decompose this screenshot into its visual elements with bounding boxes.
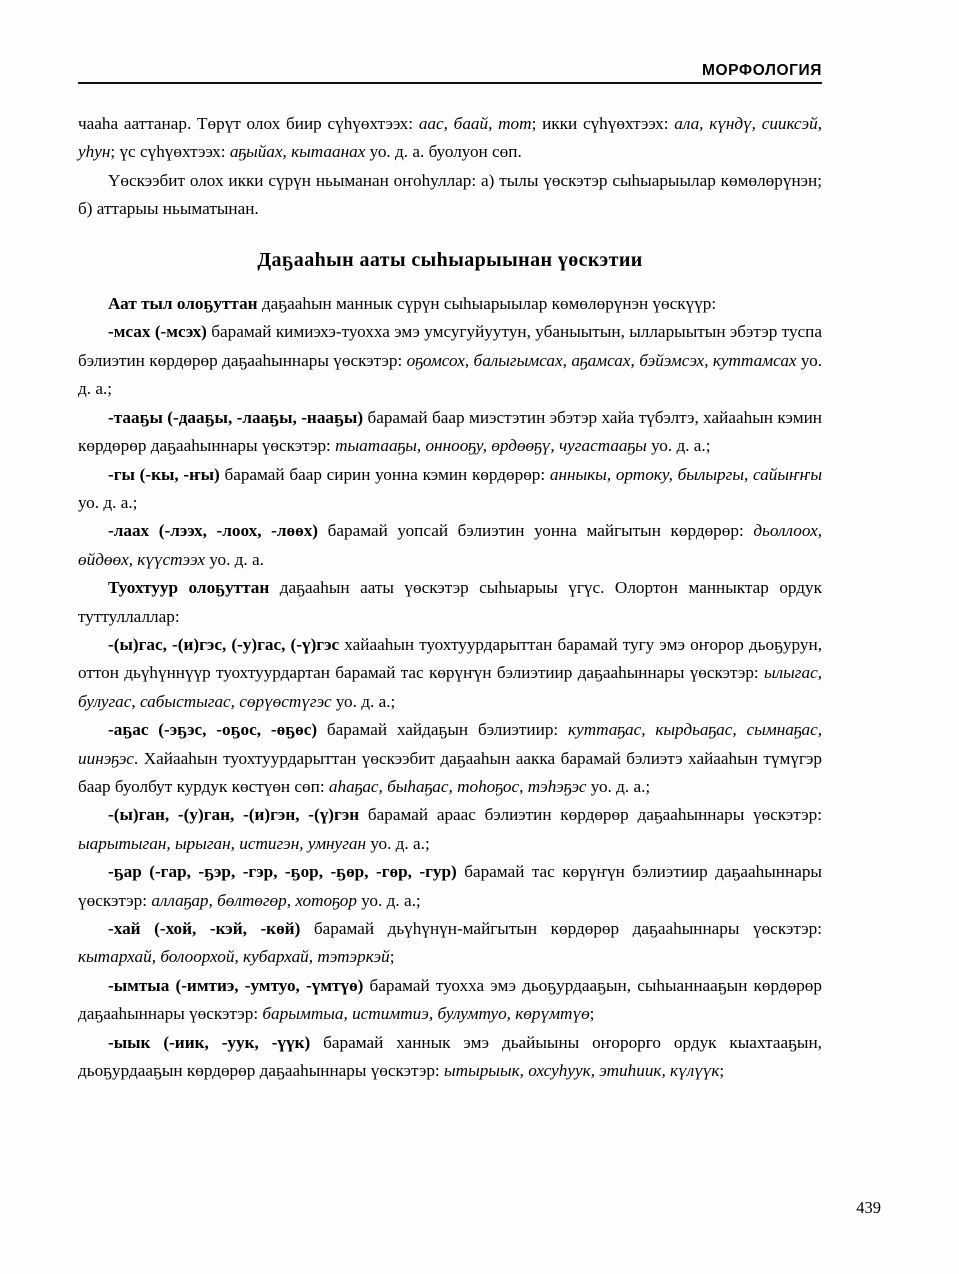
paragraph-intro-1: [78, 110, 822, 167]
entry-gy-examples: анныкы, ортоку, былыргы, сайыҥҥы: [549, 464, 822, 484]
entry-ygan-tail: уо. д. а.;: [366, 833, 430, 853]
entry-taaghy-text: барамай баар миэстэтин эбэтэр хайа түбэлтэ, хайааһын кэмин көрдөрөр даҕааһыннары үөскэтэр:: [78, 407, 822, 456]
entry-taaghy-affix: -тааҕы (-дааҕы, -лааҕы, -нааҕы): [108, 407, 364, 427]
intro-1-part-b: ; икки сүһүөхтээх:: [531, 114, 675, 134]
entry-yyk-examples: ытырыык, охсуһуук, этиһиик, күлүүк: [444, 1061, 720, 1081]
noun-base-lead-rest: даҕааһын маннык сүрүн сыһыарыылар көмөлөрүнэн үөскүүр:: [257, 294, 717, 314]
entry-yyk-text: барамай ханнык эмэ дьайыыны оҥорорго ордук кыахтааҕын, дьоҕурдааҕын көрдөрөр даҕааһыннары үөскэтэр:: [78, 1032, 822, 1081]
entry-laah-affix: -лаах (-лээх, -лоох, -лөөх): [108, 521, 319, 541]
entry-ymtya-examples: барымтыа, истимтиэ, булумтуо, көрүмтүө: [262, 1004, 590, 1024]
entry-ygan-examples: ыарытыган, ырыган, истигэн, умнуган: [78, 833, 367, 853]
entry-ymtya-affix: -ымтыа (-имтиэ, -умтуо, -үмтүө): [108, 975, 364, 995]
entry-laah-tail: уо. д. а.: [205, 549, 264, 569]
entry-laah-text: барамай уопсай бэлиэтин уонна майгытын көрдөрөр:: [318, 521, 754, 541]
entry-aghas-examples: куттаҕас, кырдьаҕас, сымнаҕас, иинэҕэс: [78, 720, 823, 768]
entry-aghas-affix: -аҕас (-эҕэс, -оҕос, -өҕөс): [108, 720, 318, 740]
entry-laah-examples: дьоллоох, өйдөөх, күүстээх: [78, 521, 822, 569]
paragraph-verb-base-lead: [78, 574, 822, 631]
noun-base-lead-bold: Аат тыл олоҕуттан: [108, 294, 258, 314]
verb-base-lead-bold: Туохтуур олоҕуттан: [108, 578, 270, 598]
intro-1-part-c: ; үс сүһүөхтээх:: [110, 142, 230, 162]
entry-taaghy: [78, 404, 822, 461]
entry-msah-tail: уо. д. а.;: [78, 350, 822, 399]
intro-1-italic-3: аҕыйах, кытаанах: [229, 142, 366, 162]
entry-yyk-tail: ;: [719, 1061, 725, 1081]
entry-yyk-affix: -ыык (-иик, -уук, -үүк): [108, 1032, 311, 1052]
entry-gy: [78, 461, 822, 518]
entry-aghas-text: барамай хайдаҕын бэлиэтиир:: [317, 720, 569, 740]
entry-ygas-examples: ылыгас, булугас, сабыстыгас, сөрүөстүгэс: [78, 663, 822, 711]
page-content: [78, 62, 822, 1085]
paragraph-noun-base-lead: [78, 290, 822, 318]
entry-ygan-text: барамай араас бэлиэтин көрдөрөр даҕааһыннары үөскэтэр:: [359, 805, 822, 825]
entry-ygan-affix: -(ы)ган, -(у)ган, -(и)гэн, -(ү)гэн: [108, 805, 360, 825]
section-heading: Даҕааһын ааты сыһыарыынан үөскэтии: [257, 248, 643, 271]
intro-1-part-a: чааһа ааттанар. Төрүт олох биир сүһүөхтээх:: [78, 114, 419, 134]
body-text: [78, 110, 822, 1085]
page-number: 439: [856, 1198, 881, 1217]
entry-laah: [78, 517, 822, 574]
entry-ymtya-text: барамай туохха эмэ дьоҕурдааҕын, сыһыаннааҕын көрдөрөр даҕааһыннары үөскэтэр:: [78, 975, 822, 1024]
header-rule: [78, 82, 822, 84]
entry-ghar-text: барамай тас көрүҥүн бэлиэтиир даҕааһыннары үөскэтэр:: [78, 862, 822, 910]
entry-aghas-mid: . Хайааһын туохтуурдарыттан үөскээбит даҕааһын аакка барамай бэлиэтэ хайааһын түмүгэр баар буолбут курдук көстүөн сөп:: [78, 748, 822, 796]
entry-ygan: [78, 801, 822, 858]
entry-yyk: [78, 1029, 822, 1086]
entry-ghar-examples: аллаҕар, бөлтөгөр, хотоҕор: [151, 890, 357, 910]
entry-ghar: [78, 858, 822, 915]
entry-ymtya: [78, 972, 822, 1029]
entry-ghar-affix: -ҕар (-гар, -ҕэр, -гэр, -ҕор, -ҕөр, -гөр, -гур): [108, 862, 457, 882]
entry-msah-examples: оҕомсох, балыгымсах, аҕамсах, бэйэмсэх, куттамсах: [406, 350, 797, 370]
entry-aghas-tail: уо. д. а.;: [586, 776, 651, 796]
entry-ghar-tail: уо. д. а.;: [356, 890, 421, 910]
paragraph-intro-2: Үөскээбит олох икки сүрүн ньыманан оҥоһуллар: а) тылы үөскэтэр сыһыарыылар көмөлөрүнэн; б) аттарыы ньыматынан.: [78, 170, 822, 219]
intro-1-italic-2: ала, күндү, сииксэй, уһун: [78, 114, 822, 162]
entry-msah-text: барамай кимиэхэ-туохха эмэ умсугуйуутун, убаныытын, ылларыытын эбэтэр туспа бэлиэтин көрдөрөр даҕааһыннары үөскэтэр:: [78, 322, 822, 370]
running-head: МОРФОЛОГИЯ: [701, 62, 822, 79]
entry-hai-text: барамай дьүһүнүн-майгытын көрдөрөр даҕааһыннары үөскэтэр:: [300, 919, 823, 939]
entry-aghas-examples-2: аһаҕас, быһаҕас, тоһоҕос, тэһэҕэс: [328, 776, 587, 796]
entry-hai: [78, 915, 822, 972]
entry-gy-text: барамай баар сирин уонна кэмин көрдөрөр:: [219, 464, 550, 484]
entry-msah: [78, 318, 822, 403]
verb-base-lead-rest: даҕааһын ааты үөскэтэр сыһыарыы үгүс. Олортон манныктар ордук туттуллаллар:: [78, 578, 822, 626]
entry-ymtya-tail: ;: [589, 1004, 595, 1024]
entry-hai-affix: -хай (-хой, -кэй, -көй): [108, 919, 301, 939]
entry-taaghy-tail: уо. д. а.;: [646, 436, 711, 456]
entry-gy-tail: уо. д. а.;: [78, 492, 138, 512]
entry-hai-examples: кытархай, болоорхой, кубархай, тэтэркэй: [78, 947, 390, 967]
entry-aghas: [78, 716, 822, 801]
entry-taaghy-examples: тыатааҕы, оннооҕу, өрдөөҕү, чугастааҕы: [335, 436, 647, 456]
entry-ygas-text: хайааһын туохтуурдарыттан барамай тугу эмэ оҥорор дьоҕурун, оттон дьүһүннүүр туохтуурдартан барамай тас көрүҥүн бэлиэтиир даҕааһыннары үөскэтэр:: [78, 634, 823, 683]
entry-ygas-tail: уо. д. а.;: [331, 691, 396, 711]
entry-ygas-affix: -(ы)гас, -(и)гэс, (-у)гас, (-ү)гэс: [108, 634, 340, 654]
intro-1-italic-1: аас, баай, тот: [418, 114, 532, 134]
intro-1-part-d: уо. д. а. буолуон сөп.: [365, 142, 522, 162]
entry-ygas: [78, 631, 822, 716]
entry-msah-affix: -мсах (-мсэх): [108, 322, 207, 342]
entry-gy-affix: -гы (-кы, -ҥы): [108, 464, 220, 484]
entry-hai-tail: ;: [389, 947, 395, 967]
